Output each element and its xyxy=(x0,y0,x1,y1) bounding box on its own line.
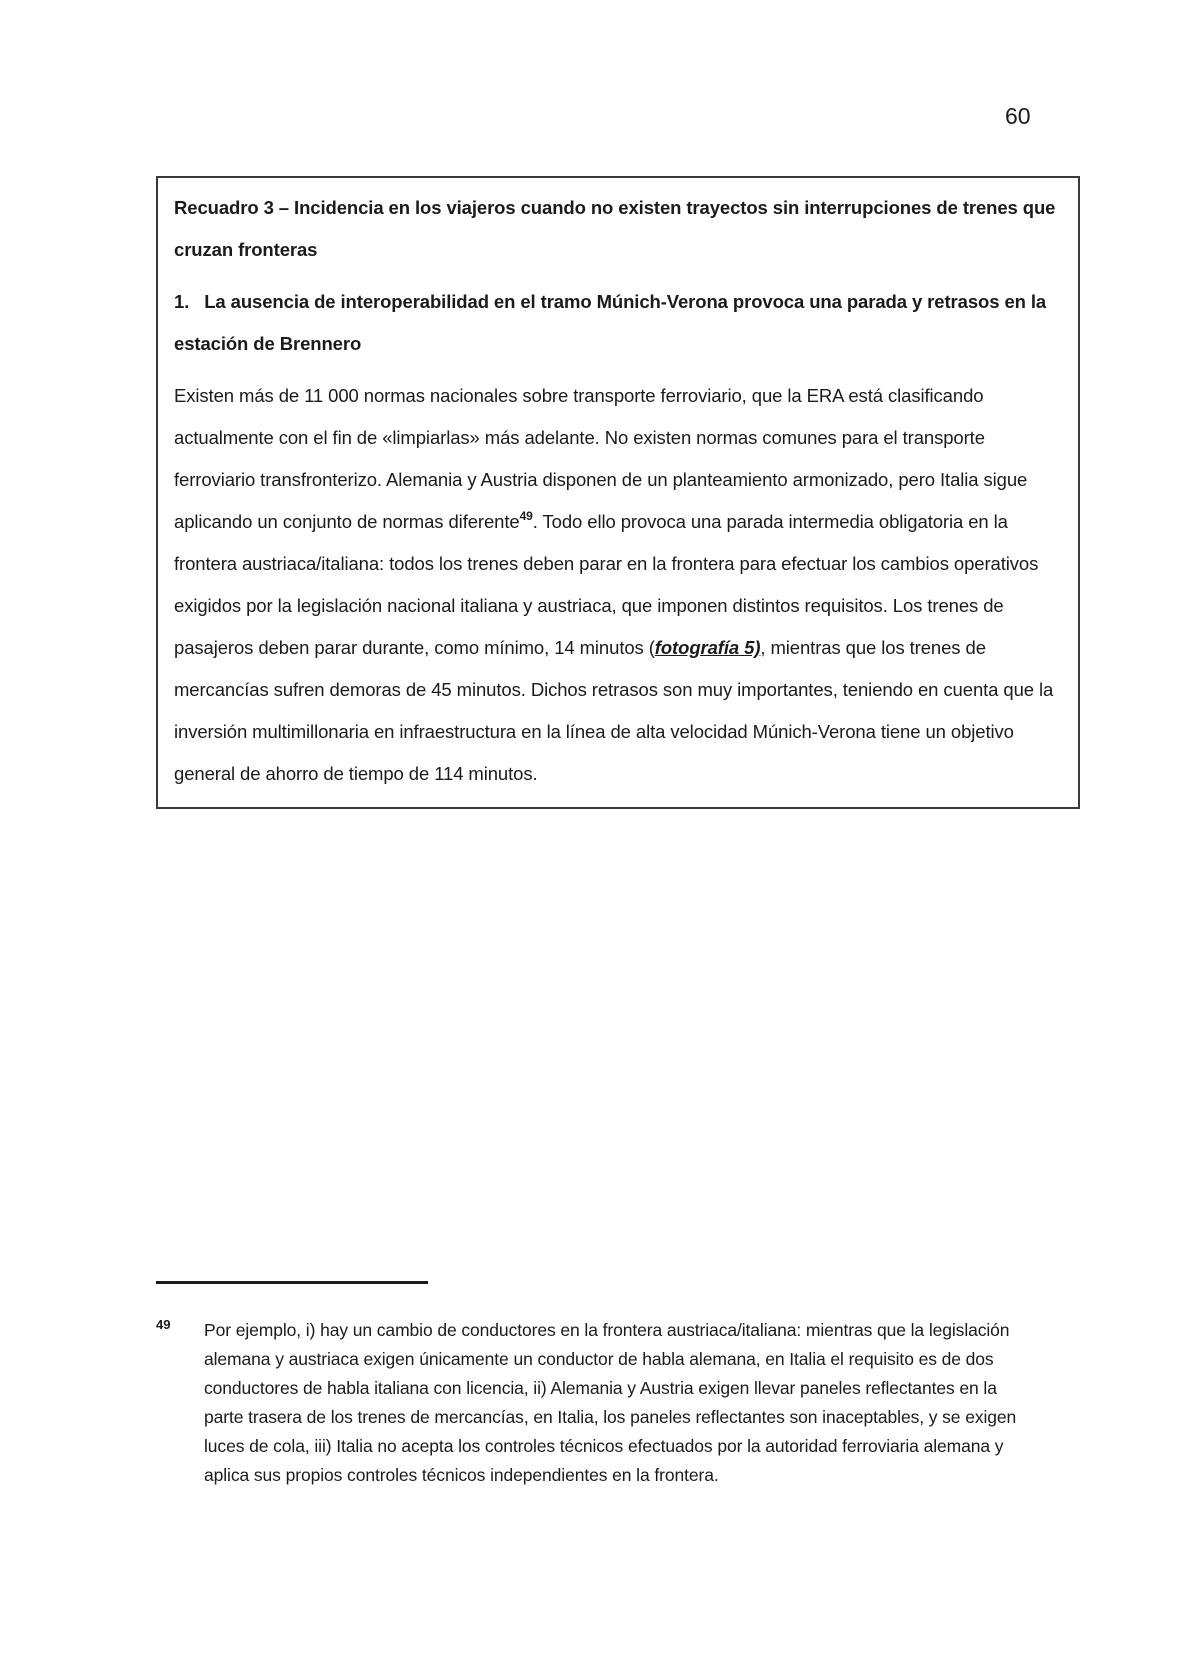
recuadro-3-box xyxy=(156,176,1080,809)
box-paragraph xyxy=(174,375,1062,795)
box-heading-text: La ausencia de interoperabilidad en el tramo Múnich-Verona provoca una parada y retrasos en la estación de Brennero xyxy=(174,291,1047,354)
footnote-text: Por ejemplo, i) hay un cambio de conductores en la frontera austriaca/italiana: mientras que la legislación alemana y austriaca exigen únicamente un conductor de habla alemana, en Italia el requisito es de dos conductores de habla italiana con licencia, ii) Alemania y Austria exigen llevar paneles reflectantes en la parte trasera de los trenes de mercancías, en Italia, los paneles reflectantes son inaceptables, y se exigen luces de cola, iii) Italia no acepta los controles técnicos efectuados por la autoridad ferroviaria alemana y aplica sus propios controles técnicos independientes en la frontera. xyxy=(204,1320,1017,1485)
paragraph-text-1: Existen más de 11 000 normas nacionales sobre transporte ferroviario, que la ERA está clasificando actualmente con el fin de «limpiarlas» más adelante. No existen normas comunes para el transporte ferroviario transfronterizo. Alemania y Austria disponen de un planteamiento armonizado, pero Italia sigue aplicando un conjunto de normas diferente xyxy=(174,385,1028,532)
box-title: Recuadro 3 – Incidencia en los viajeros cuando no existen trayectos sin interrupciones de trenes que cruzan fronteras xyxy=(174,197,1056,260)
box-heading xyxy=(174,281,1062,365)
fotografia-5-link[interactable]: fotografía 5) xyxy=(654,637,761,658)
footnote-49 xyxy=(156,1316,1022,1490)
page-number: 60 xyxy=(1005,103,1031,129)
footnote-marker[interactable]: 49 xyxy=(156,1317,171,1332)
box-heading-number: 1. xyxy=(174,291,190,312)
footnote-ref-49[interactable]: 49 xyxy=(519,508,533,523)
footnote-separator-line xyxy=(156,1281,428,1284)
paragraph-text-3: , mientras que los trenes de mercancías sufren demoras de 45 minutos. Dichos retrasos son muy importantes, teniendo en cuenta que la inversión multimillonaria en infraestructura en la línea de alta velocidad Múnich-Verona tiene un objetivo general de ahorro de tiempo de 114 minutos. xyxy=(174,637,1054,784)
paragraph-text-2: . Todo ello provoca una parada intermedia obligatoria en la frontera austriaca/italiana: todos los trenes deben parar en la frontera para efectuar los cambios operativos exigidos por la legislación nacional italiana y austriaca, que imponen distintos requisitos. Los trenes de pasajeros deben parar durante, como mínimo, 14 minutos ( xyxy=(174,511,1039,658)
